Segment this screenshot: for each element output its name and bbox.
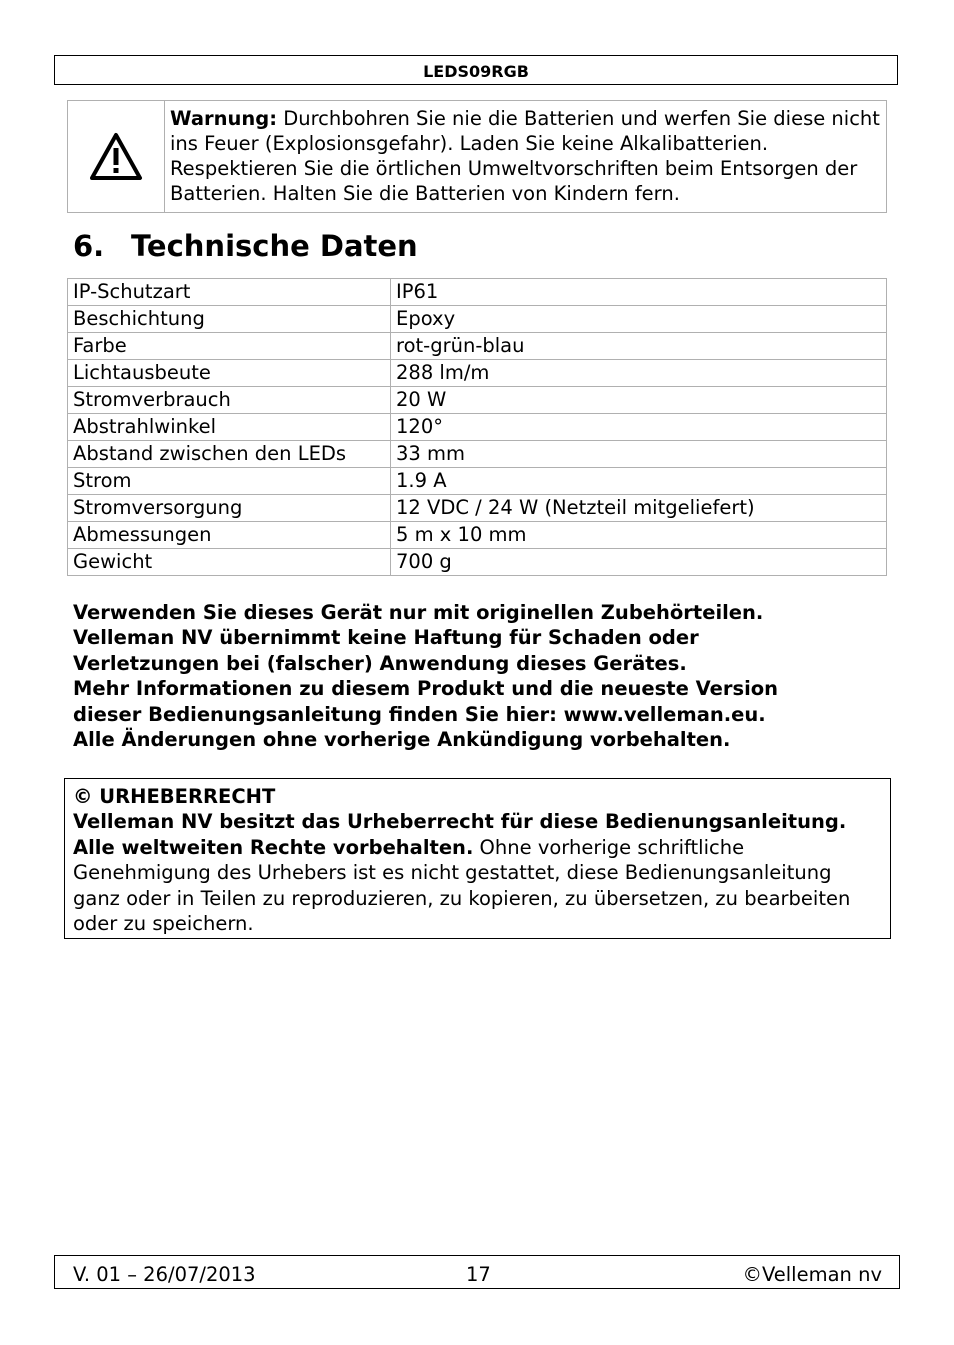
spec-value: 1.9 A	[391, 468, 887, 495]
spec-value: 288 lm/m	[391, 360, 887, 387]
table-row	[68, 441, 887, 468]
table-row	[68, 306, 887, 333]
spec-value: 12 VDC / 24 W (Netzteil mitgeliefert)	[391, 495, 887, 522]
notice-line: dieser Bedienungsanleitung finden Sie hier: www.velleman.eu.	[73, 702, 766, 726]
notice-line: Verletzungen bei (falscher) Anwendung dieses Gerätes.	[73, 651, 687, 675]
copyright-body	[73, 809, 882, 936]
spec-value: IP61	[391, 279, 887, 306]
spec-label: IP-Schutzart	[68, 279, 391, 306]
section-title	[73, 229, 418, 263]
table-row	[68, 522, 887, 549]
warning-triangle-icon	[89, 132, 143, 182]
warning-body: Durchbohren Sie nie die Batterien und werfen Sie diese nicht ins Feuer (Explosionsgefahr). Laden Sie keine Alkalibatterien. Respektieren Sie die örtlichen Umweltvorschriften beim Entsorgen der Batterien. Halten Sie die Batterien von Kindern fern.	[170, 107, 880, 205]
spec-value: Epoxy	[391, 306, 887, 333]
footer-page-number: 17	[466, 1263, 491, 1286]
table-row	[68, 387, 887, 414]
spec-value: 700 g	[391, 549, 887, 576]
notice-line: Velleman NV übernimmt keine Haftung für Schaden oder	[73, 626, 699, 650]
table-row	[68, 360, 887, 387]
page-footer	[54, 1255, 900, 1289]
spec-label: Stromverbrauch	[68, 387, 391, 414]
notice-line: Mehr Informationen zu diesem Produkt und die neueste Version	[73, 677, 779, 701]
spec-label: Abstand zwischen den LEDs	[68, 441, 391, 468]
copyright-heading: © URHEBERRECHT	[73, 785, 276, 808]
section-number: 6.	[73, 229, 105, 263]
model-name: LEDS09RGB	[423, 61, 529, 81]
spec-label: Abstrahlwinkel	[68, 414, 391, 441]
table-row	[68, 333, 887, 360]
page-header	[54, 55, 898, 85]
copyright-box	[64, 778, 891, 939]
footer-company: ©Velleman nv	[742, 1263, 882, 1286]
copyright-bold-text: Velleman NV besitzt das Urheberrecht für diese Bedienungsanleitung. Alle weltweiten Rechte vorbehalten.	[73, 810, 847, 859]
spec-label: Abmessungen	[68, 522, 391, 549]
spec-value: 5 m x 10 mm	[391, 522, 887, 549]
spec-label: Beschichtung	[68, 306, 391, 333]
spec-label: Gewicht	[68, 549, 391, 576]
notice-line: Alle Änderungen ohne vorherige Ankündigung vorbehalten.	[73, 728, 731, 752]
notice-line: Verwenden Sie dieses Gerät nur mit originellen Zubehörteilen.	[73, 601, 764, 624]
spec-label: Farbe	[68, 333, 391, 360]
spec-value: rot-grün-blau	[391, 333, 887, 360]
warning-icon-cell	[68, 101, 165, 212]
spec-label: Strom	[68, 468, 391, 495]
warning-text	[165, 101, 886, 212]
table-row	[68, 549, 887, 576]
section-title-text: Technische Daten	[131, 229, 418, 263]
spec-value: 33 mm	[391, 441, 887, 468]
specs-table	[67, 278, 887, 576]
warning-label: Warnung:	[170, 107, 277, 130]
table-row	[68, 279, 887, 306]
spec-value: 120°	[391, 414, 887, 441]
copyright-text: Ohne vorherige schriftliche Genehmigung des Urhebers ist es nicht gestattet, diese Bedienungsanleitung ganz oder in Teilen zu reproduzieren, zu kopieren, zu übersetzen, zu bearbeiten oder zu speichern.	[73, 835, 851, 936]
spec-label: Stromversorgung	[68, 495, 391, 522]
table-row	[68, 414, 887, 441]
notice-paragraph	[73, 600, 893, 752]
table-row	[68, 468, 887, 495]
table-row	[68, 495, 887, 522]
spec-label: Lichtausbeute	[68, 360, 391, 387]
warning-box	[67, 100, 887, 213]
spec-value: 20 W	[391, 387, 887, 414]
footer-version: V. 01 – 26/07/2013	[73, 1263, 256, 1286]
